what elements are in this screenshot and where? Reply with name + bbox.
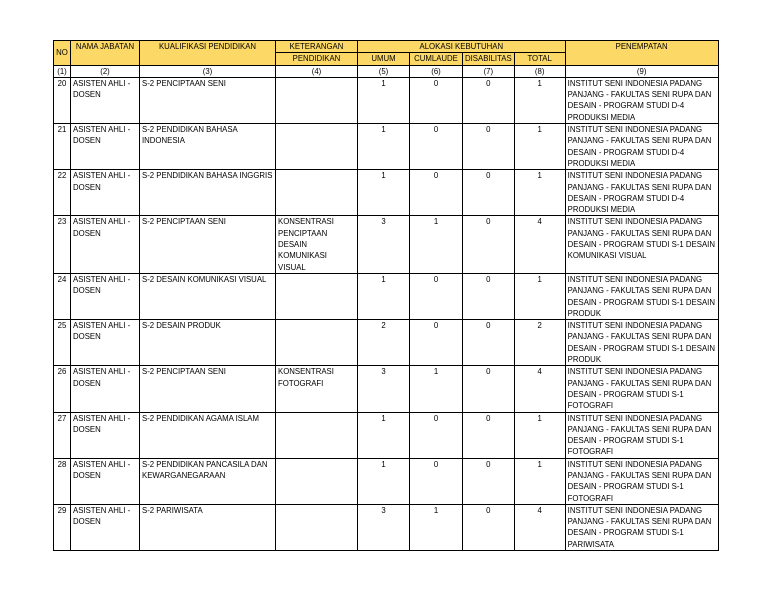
nama-jabatan-cell: ASISTEN AHLI - DOSEN xyxy=(71,77,140,123)
table-row xyxy=(54,504,719,550)
kualifikasi-cell: S-2 PENCIPTAAN SENI xyxy=(140,77,276,123)
total-cell: 1 xyxy=(514,458,565,504)
kualifikasi-cell: S-2 DESAIN PRODUK xyxy=(140,320,276,366)
table-row xyxy=(54,320,719,366)
column-number: (1) xyxy=(54,65,71,77)
total-cell: 1 xyxy=(514,412,565,458)
disabilitas-cell: 0 xyxy=(463,504,515,550)
total-cell: 4 xyxy=(514,366,565,412)
umum-cell: 1 xyxy=(358,458,410,504)
header-umum: UMUM xyxy=(358,53,410,65)
penempatan-cell: INSTITUT SENI INDONESIA PADANG PANJANG - FAKULTAS SENI RUPA DAN DESAIN - PROGRAM STUDI S-1 DESAIN PRODUK xyxy=(565,273,718,319)
row-number: 28 xyxy=(54,458,71,504)
row-number: 27 xyxy=(54,412,71,458)
column-number: (6) xyxy=(410,65,463,77)
penempatan-cell: INSTITUT SENI INDONESIA PADANG PANJANG - FAKULTAS SENI RUPA DAN DESAIN - PROGRAM STUDI S-1 PARIWISATA xyxy=(565,504,718,550)
cumlaude-cell: 1 xyxy=(410,216,463,273)
row-number: 23 xyxy=(54,216,71,273)
disabilitas-cell: 0 xyxy=(463,458,515,504)
umum-cell: 3 xyxy=(358,504,410,550)
column-number: (9) xyxy=(565,65,718,77)
header-pendidikan: PENDIDIKAN xyxy=(276,53,358,65)
nama-jabatan-cell: ASISTEN AHLI - DOSEN xyxy=(71,170,140,216)
penempatan-cell: INSTITUT SENI INDONESIA PADANG PANJANG - FAKULTAS SENI RUPA DAN DESAIN - PROGRAM STUDI D-4 PRODUKSI MEDIA xyxy=(565,77,718,123)
table-row xyxy=(54,366,719,412)
row-number: 29 xyxy=(54,504,71,550)
table-row xyxy=(54,458,719,504)
keterangan-cell xyxy=(276,124,358,170)
row-number: 22 xyxy=(54,170,71,216)
keterangan-cell xyxy=(276,320,358,366)
column-number-row xyxy=(54,65,719,77)
header-penempatan: PENEMPATAN xyxy=(565,41,718,66)
nama-jabatan-cell: ASISTEN AHLI - DOSEN xyxy=(71,216,140,273)
column-number: (8) xyxy=(514,65,565,77)
header-nama-jabatan: NAMA JABATAN xyxy=(71,41,140,66)
nama-jabatan-cell: ASISTEN AHLI - DOSEN xyxy=(71,458,140,504)
umum-cell: 1 xyxy=(358,273,410,319)
header-no: NO xyxy=(54,41,71,66)
total-cell: 1 xyxy=(514,124,565,170)
nama-jabatan-cell: ASISTEN AHLI - DOSEN xyxy=(71,124,140,170)
header-cumlaude: CUMLAUDE xyxy=(410,53,463,65)
disabilitas-cell: 0 xyxy=(463,412,515,458)
cumlaude-cell: 0 xyxy=(410,77,463,123)
table-row xyxy=(54,412,719,458)
umum-cell: 1 xyxy=(358,124,410,170)
total-cell: 4 xyxy=(514,504,565,550)
column-number: (4) xyxy=(276,65,358,77)
penempatan-cell: INSTITUT SENI INDONESIA PADANG PANJANG - FAKULTAS SENI RUPA DAN DESAIN - PROGRAM STUDI S-1 FOTOGRAFI xyxy=(565,366,718,412)
header-row xyxy=(54,41,719,53)
disabilitas-cell: 0 xyxy=(463,77,515,123)
disabilitas-cell: 0 xyxy=(463,273,515,319)
nama-jabatan-cell: ASISTEN AHLI - DOSEN xyxy=(71,504,140,550)
umum-cell: 1 xyxy=(358,77,410,123)
kualifikasi-cell: S-2 PENDIDIKAN PANCASILA DAN KEWARGANEGARAAN xyxy=(140,458,276,504)
row-number: 26 xyxy=(54,366,71,412)
penempatan-cell: INSTITUT SENI INDONESIA PADANG PANJANG - FAKULTAS SENI RUPA DAN DESAIN - PROGRAM STUDI S-1 DESAIN KOMUNIKASI VISUAL xyxy=(565,216,718,273)
keterangan-cell xyxy=(276,504,358,550)
nama-jabatan-cell: ASISTEN AHLI - DOSEN xyxy=(71,366,140,412)
penempatan-cell: INSTITUT SENI INDONESIA PADANG PANJANG - FAKULTAS SENI RUPA DAN DESAIN - PROGRAM STUDI D-4 PRODUKSI MEDIA xyxy=(565,124,718,170)
umum-cell: 2 xyxy=(358,320,410,366)
table-row xyxy=(54,170,719,216)
header-disabilitas: DISABILITAS xyxy=(463,53,515,65)
keterangan-cell xyxy=(276,273,358,319)
umum-cell: 1 xyxy=(358,412,410,458)
column-number: (7) xyxy=(463,65,515,77)
cumlaude-cell: 1 xyxy=(410,366,463,412)
table-row xyxy=(54,124,719,170)
keterangan-cell xyxy=(276,412,358,458)
cumlaude-cell: 0 xyxy=(410,412,463,458)
disabilitas-cell: 0 xyxy=(463,320,515,366)
umum-cell: 3 xyxy=(358,366,410,412)
column-number: (2) xyxy=(71,65,140,77)
nama-jabatan-cell: ASISTEN AHLI - DOSEN xyxy=(71,412,140,458)
header-kualifikasi: KUALIFIKASI PENDIDIKAN xyxy=(140,41,276,66)
umum-cell: 3 xyxy=(358,216,410,273)
nama-jabatan-cell: ASISTEN AHLI - DOSEN xyxy=(71,273,140,319)
kualifikasi-cell: S-2 PENCIPTAAN SENI xyxy=(140,216,276,273)
total-cell: 1 xyxy=(514,273,565,319)
header-total: TOTAL xyxy=(514,53,565,65)
cumlaude-cell: 0 xyxy=(410,320,463,366)
penempatan-cell: INSTITUT SENI INDONESIA PADANG PANJANG - FAKULTAS SENI RUPA DAN DESAIN - PROGRAM STUDI D-4 PRODUKSI MEDIA xyxy=(565,170,718,216)
disabilitas-cell: 0 xyxy=(463,366,515,412)
header-alokasi: ALOKASI KEBUTUHAN xyxy=(358,41,566,53)
cumlaude-cell: 1 xyxy=(410,504,463,550)
cumlaude-cell: 0 xyxy=(410,170,463,216)
row-number: 25 xyxy=(54,320,71,366)
disabilitas-cell: 0 xyxy=(463,170,515,216)
table-row xyxy=(54,77,719,123)
keterangan-cell: KONSENTRASI PENCIPTAAN DESAIN KOMUNIKASI VISUAL xyxy=(276,216,358,273)
row-number: 21 xyxy=(54,124,71,170)
kualifikasi-cell: S-2 DESAIN KOMUNIKASI VISUAL xyxy=(140,273,276,319)
keterangan-cell xyxy=(276,77,358,123)
penempatan-cell: INSTITUT SENI INDONESIA PADANG PANJANG - FAKULTAS SENI RUPA DAN DESAIN - PROGRAM STUDI S-1 DESAIN PRODUK xyxy=(565,320,718,366)
total-cell: 2 xyxy=(514,320,565,366)
row-number: 20 xyxy=(54,77,71,123)
disabilitas-cell: 0 xyxy=(463,124,515,170)
table-row xyxy=(54,273,719,319)
kualifikasi-cell: S-2 PENDIDIKAN AGAMA ISLAM xyxy=(140,412,276,458)
header-keterangan: KETERANGAN xyxy=(276,41,358,53)
cumlaude-cell: 0 xyxy=(410,124,463,170)
total-cell: 1 xyxy=(514,170,565,216)
column-number: (3) xyxy=(140,65,276,77)
total-cell: 1 xyxy=(514,77,565,123)
penempatan-cell: INSTITUT SENI INDONESIA PADANG PANJANG - FAKULTAS SENI RUPA DAN DESAIN - PROGRAM STUDI S-1 FOTOGRAFI xyxy=(565,458,718,504)
umum-cell: 1 xyxy=(358,170,410,216)
total-cell: 4 xyxy=(514,216,565,273)
nama-jabatan-cell: ASISTEN AHLI - DOSEN xyxy=(71,320,140,366)
disabilitas-cell: 0 xyxy=(463,216,515,273)
keterangan-cell: KONSENTRASI FOTOGRAFI xyxy=(276,366,358,412)
kualifikasi-cell: S-2 PENDIDIKAN BAHASA INDONESIA xyxy=(140,124,276,170)
cumlaude-cell: 0 xyxy=(410,458,463,504)
kualifikasi-cell: S-2 PENDIDIKAN BAHASA INGGRIS xyxy=(140,170,276,216)
row-number: 24 xyxy=(54,273,71,319)
kualifikasi-cell: S-2 PENCIPTAAN SENI xyxy=(140,366,276,412)
column-number: (5) xyxy=(358,65,410,77)
keterangan-cell xyxy=(276,458,358,504)
penempatan-cell: INSTITUT SENI INDONESIA PADANG PANJANG - FAKULTAS SENI RUPA DAN DESAIN - PROGRAM STUDI S-1 FOTOGRAFI xyxy=(565,412,718,458)
table-row xyxy=(54,216,719,273)
keterangan-cell xyxy=(276,170,358,216)
cumlaude-cell: 0 xyxy=(410,273,463,319)
kualifikasi-cell: S-2 PARIWISATA xyxy=(140,504,276,550)
formasi-table xyxy=(53,40,719,551)
